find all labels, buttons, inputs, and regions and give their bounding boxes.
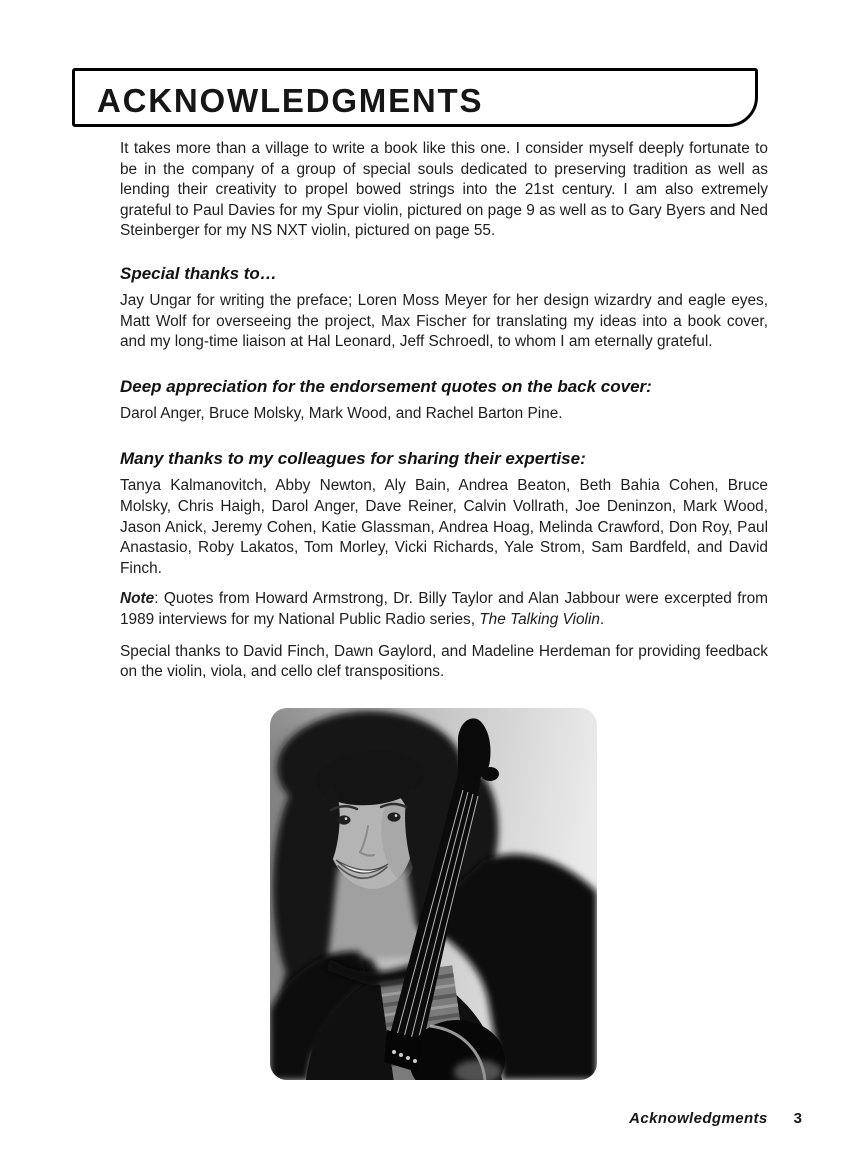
- author-portrait-illustration: [270, 708, 597, 1080]
- section-heading-special-thanks: Special thanks to…: [120, 263, 277, 283]
- note-text-end: .: [599, 610, 605, 628]
- intro-paragraph: It takes more than a village to write a book like this one. I consider myself deeply fortunate to be in the company of a group of special souls dedicated to preserving tradition as well as lending their creativity to propel bowed strings into the 21st century. I am also extremely grateful to Paul Davies for my Spur violin, pictured on page 9 as well as to Gary Byers and Ned Steinberger for my NS NXT violin, pictured on page 55.: [120, 140, 768, 240]
- note-text: : Quotes from Howard Armstrong, Dr. Billy Taylor and Alan Jabbour were excerpted from 1989 interviews for my National Public Radio series,: [120, 590, 768, 628]
- endorsements-paragraph: Darol Anger, Bruce Molsky, Mark Wood, and Rachel Barton Pine.: [120, 404, 563, 422]
- footer-page-number: 3: [793, 1110, 802, 1127]
- special-thanks-paragraph: Jay Ungar for writing the preface; Loren Moss Meyer for her design wizardry and eagle eyes, Matt Wolf for overseeing the project, Max Fischer for translating my ideas into a book cover, and my long-time liaison at Hal Leonard, Jeff Schroedl, to whom I am eternally grateful.: [120, 291, 768, 351]
- author-photo: [270, 708, 597, 1080]
- page-content: [120, 139, 768, 683]
- note-series-title: The Talking Violin: [479, 610, 600, 628]
- page-title: ACKNOWLEDGMENTS: [97, 82, 484, 119]
- colleagues-paragraph: Tanya Kalmanovitch, Abby Newton, Aly Bain, Andrea Beaton, Beth Bahia Cohen, Bruce Molsky, Chris Haigh, Darol Anger, Dave Reiner, Calvin Vollrath, Joe Deninzon, Mark Wood, Jason Anick, Jeremy Cohen, Katie Glassman, Andrea Hoag, Melinda Crawford, Don Roy, Paul Anastasio, Roby Lakatos, Tom Morley, Vicki Richards, Yale Strom, Sam Bardfeld, and David Finch.: [120, 477, 768, 577]
- closing-paragraph: Special thanks to David Finch, Dawn Gaylord, and Madeline Herdeman for providing feedback on the violin, viola, and cello clef transpositions.: [120, 642, 768, 681]
- footer-section-label: Acknowledgments: [629, 1110, 768, 1127]
- note-label: Note: [120, 590, 155, 608]
- page-footer: [0, 1110, 802, 1127]
- note-paragraph: [120, 589, 768, 630]
- section-heading-endorsements: Deep appreciation for the endorsement quotes on the back cover:: [120, 376, 652, 396]
- section-heading-colleagues: Many thanks to my colleagues for sharing their expertise:: [120, 449, 586, 469]
- chapter-title-box: [72, 68, 758, 127]
